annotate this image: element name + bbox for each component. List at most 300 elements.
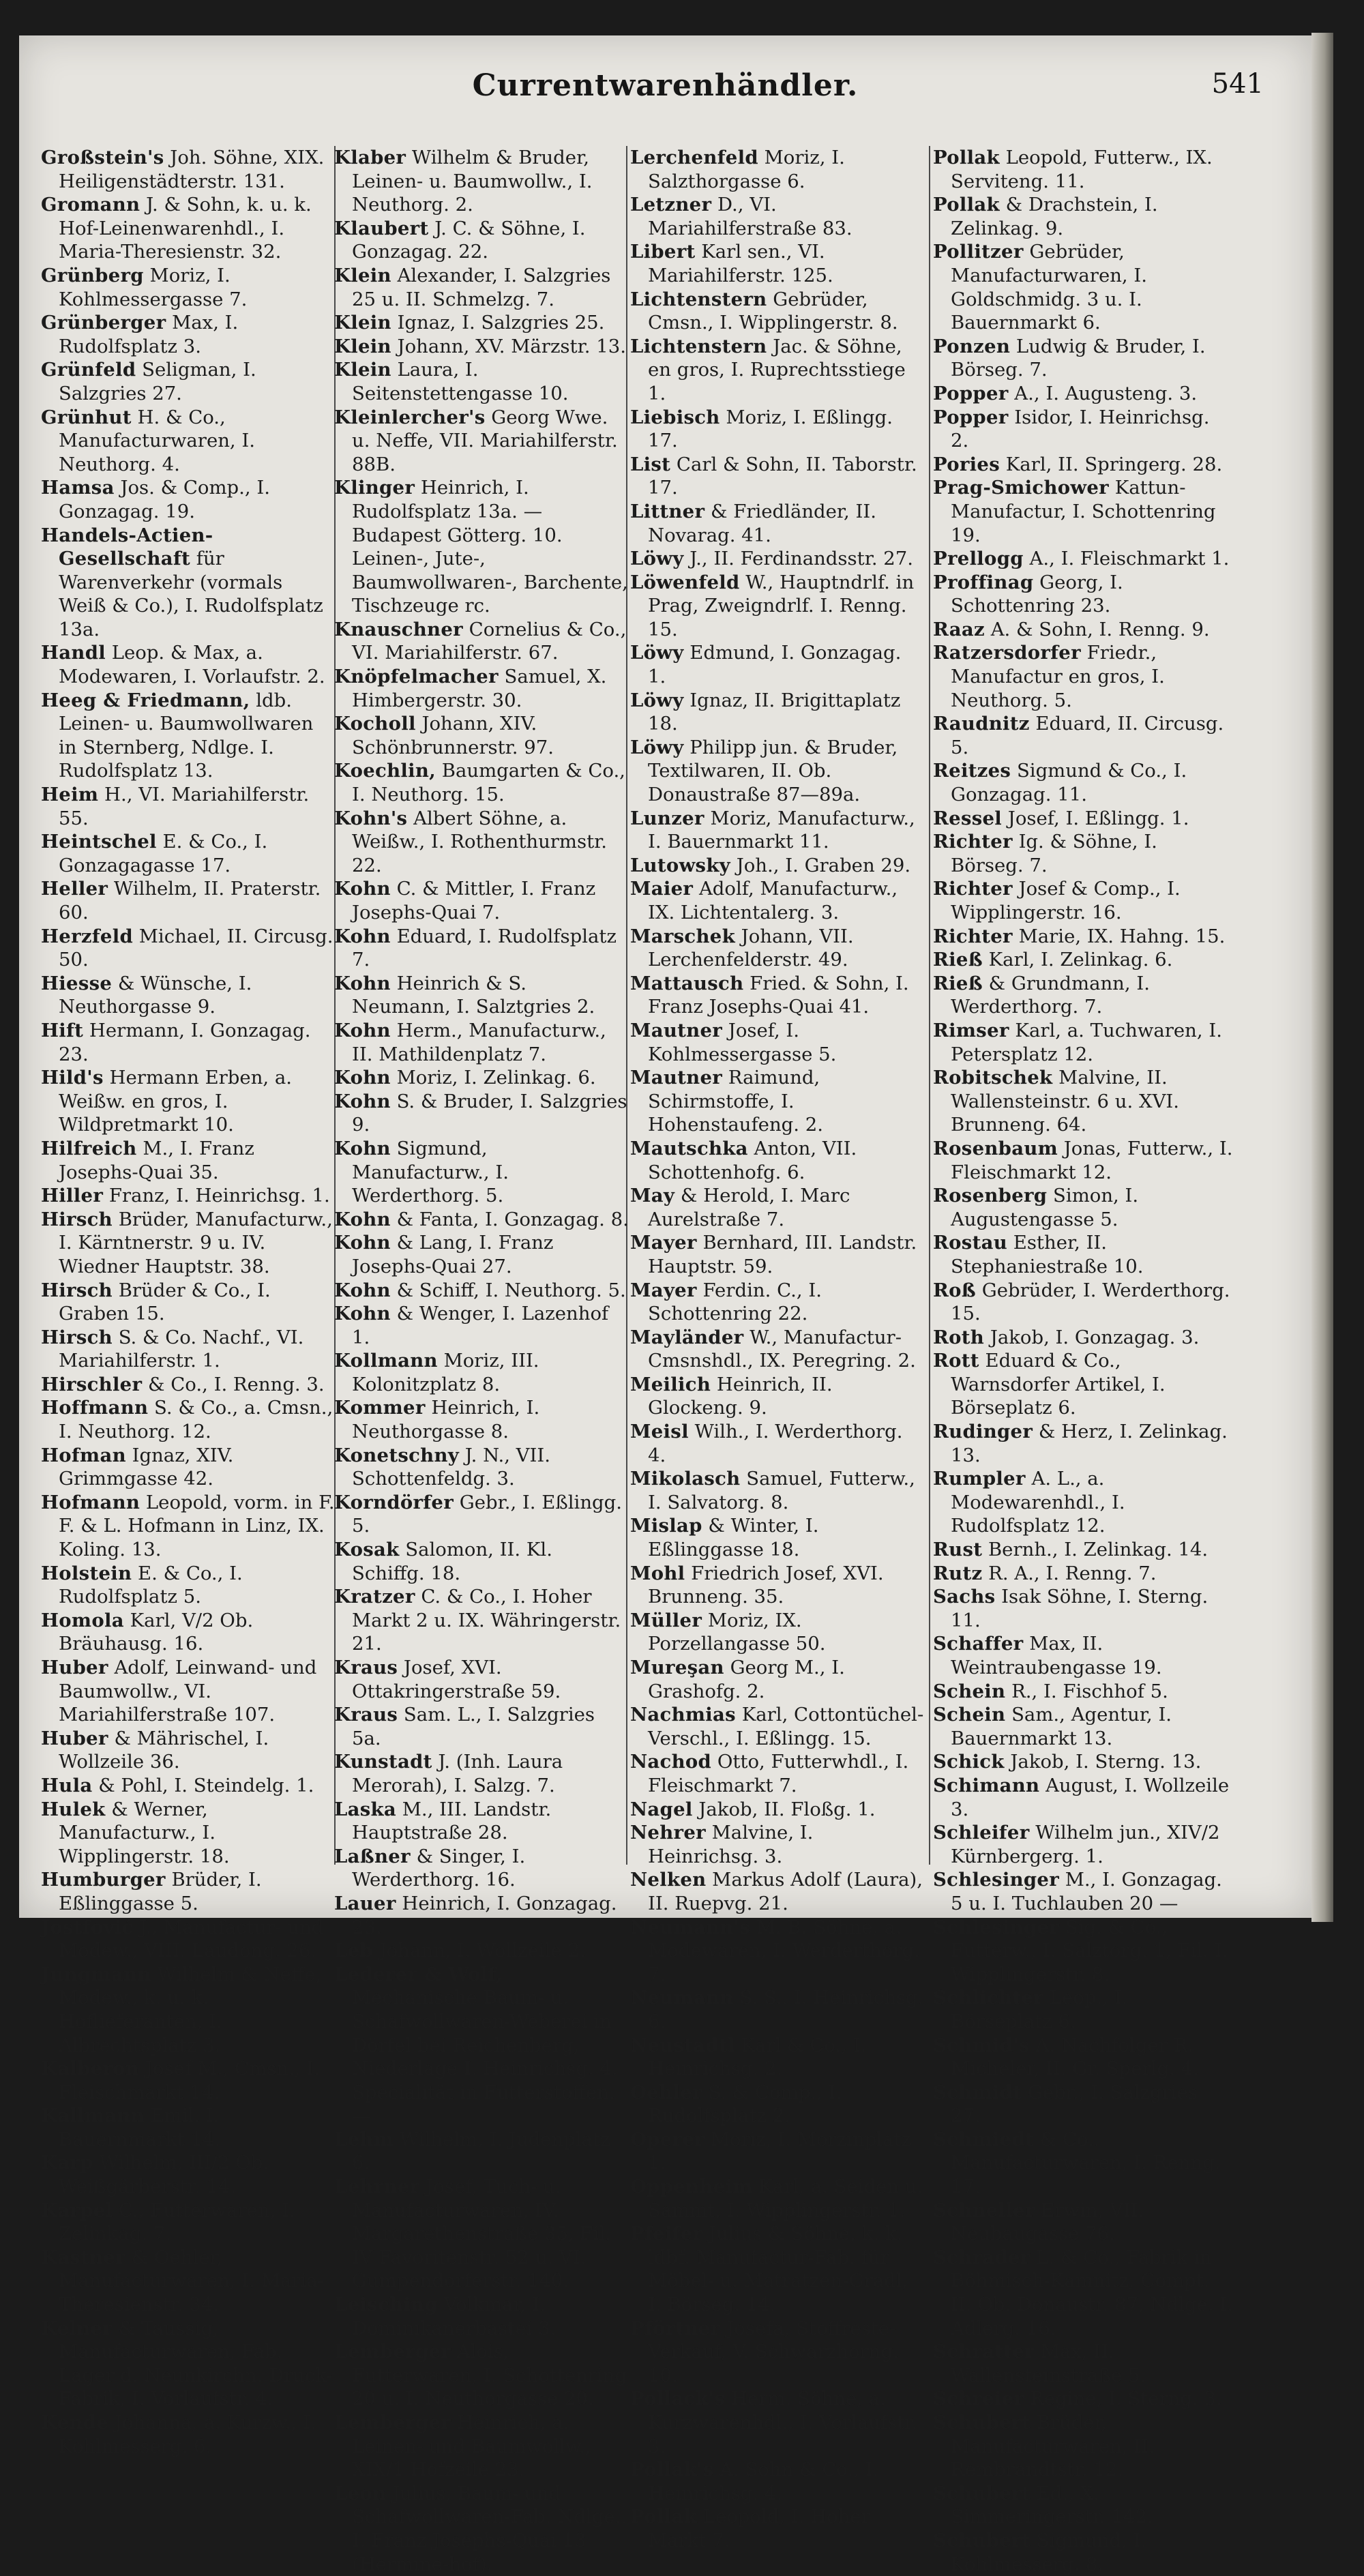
entry-name: Lauer xyxy=(334,1892,396,1914)
entry-details: Kattun-Manufactur, I. Schottenring 19. xyxy=(951,477,1216,546)
directory-entry xyxy=(933,146,1233,193)
entry-details: Samuel, Futterw., I. Salvatorg. 8. xyxy=(648,1468,915,1513)
directory-entry xyxy=(630,1868,925,1915)
entry-details: Josef, Tuch- u. Manufacturwaren, IV. Margarethenstraße 35, Fil. IV Favoritenstr. 52 u. VI. Gumpendorferstr. 140. xyxy=(352,2176,611,2292)
entry-details: Josef M., Cmsn., I. Fleischmarkt 14. xyxy=(59,2058,320,2103)
directory-entry xyxy=(334,1963,629,2128)
entry-name: Handl xyxy=(41,642,106,664)
entry-name: Littner xyxy=(630,500,705,522)
directory-entry xyxy=(334,1231,629,1278)
entry-name: Leon xyxy=(334,2482,387,2504)
directory-entry xyxy=(630,1326,925,1373)
entry-name: Robitschek xyxy=(933,1067,1053,1089)
directory-entry xyxy=(933,759,1233,806)
directory-column-2 xyxy=(334,146,629,2575)
entry-name: Koechlin, xyxy=(334,760,436,782)
entry-details: Gebrüder, Cmsn., I. Wipplingerstr. 8. xyxy=(648,288,898,334)
entry-name: Kohn xyxy=(334,1303,391,1325)
entry-name: Huber xyxy=(41,1657,108,1678)
entry-name: Neustadtl xyxy=(630,2034,735,2056)
entry-name: Richter xyxy=(933,831,1013,853)
directory-entry xyxy=(334,1090,629,1137)
entry-name: Pollak xyxy=(933,194,1000,216)
directory-entry xyxy=(334,311,629,335)
directory-entry xyxy=(41,2057,336,2104)
directory-entry xyxy=(41,925,336,972)
directory-column-3 xyxy=(630,146,925,2551)
directory-entry xyxy=(630,1373,925,1420)
directory-entry xyxy=(41,689,336,783)
entry-details: Karl, a. Seiden u. Sammt, I. Wipplingerstr. 1. xyxy=(648,2176,923,2221)
entry-name: Hift xyxy=(41,1019,84,1041)
entry-name: Rutz xyxy=(933,1562,983,1584)
entry-details: Gebrüder, I. Werderthorg. 15. xyxy=(951,1279,1230,1325)
directory-entry xyxy=(630,1019,925,1066)
entry-details: Ferdin. C., I. Schottenring 22. xyxy=(648,1279,822,1325)
directory-entry xyxy=(334,1066,629,1090)
entry-name: Großstein's xyxy=(41,147,164,168)
entry-details: Max, II. Weintraubengasse 19. xyxy=(951,1633,1162,1678)
directory-entry xyxy=(933,2034,1233,2081)
entry-name: Jostfović xyxy=(41,1916,134,1938)
entry-details: Josef, I. Kohlmessergasse 5. xyxy=(648,1019,837,1065)
entry-details: C., Futterwaren, I. Zelinkag. 7. xyxy=(59,2199,295,2245)
directory-entry xyxy=(41,2104,336,2151)
entry-name: Mautschka xyxy=(630,1137,748,1159)
entry-details: Bernh., I. Zelinkag. 14. xyxy=(982,1539,1209,1561)
entry-details: Jakob, I. Gonzagag. 3. xyxy=(984,1326,1200,1348)
entry-name: Nachmias xyxy=(630,1704,736,1726)
entry-details: & Co., Manufacturwaren, I. Renng. 17. xyxy=(951,2128,1221,2198)
entry-name: Knöpfelmacher xyxy=(334,666,499,688)
entry-details: Otto, Futterwhdl., I. Fleischmarkt 7. xyxy=(648,1751,909,1796)
directory-entry xyxy=(630,1279,925,1326)
directory-entry xyxy=(334,1703,629,1750)
entry-details: Wilhelm, I. Judenplatz 6. xyxy=(352,2128,610,2174)
entry-name: Hofmann xyxy=(41,1491,140,1513)
directory-entry xyxy=(933,240,1233,334)
directory-entry xyxy=(933,1916,1233,1987)
entry-details: & Friedländer, II. Novarag. 41. xyxy=(648,500,876,546)
entry-details: Moriz, I. Kohlmessergasse 7. xyxy=(59,264,248,310)
directory-entry xyxy=(630,2458,925,2505)
entry-details: A. Nachfolger R. Micheler, II. Gr. Sperlg. 4. xyxy=(951,2034,1199,2080)
entry-details: Heinrich, a. Leinen- und Baumwollw., XIX/1 Hofzeile 23. xyxy=(352,2412,591,2481)
directory-entry xyxy=(334,759,629,806)
entry-name: Schrader xyxy=(933,2246,1031,2268)
entry-details: J., Manufactur- und Modew., VIII. Laudong. 26. xyxy=(59,1916,324,1962)
entry-name: Hiesse xyxy=(41,972,113,994)
entry-details: S. & Co. Nachf., VI. Mariahilferstr. 1. xyxy=(59,1326,304,1372)
directory-entry xyxy=(933,1750,1233,1774)
entry-details: Leopold, I. Hoher Markt 7. xyxy=(648,2506,870,2551)
entry-details: & Schiff, I. Neuthorg. 5. xyxy=(390,1279,626,1301)
directory-entry xyxy=(41,1279,336,1326)
directory-entry xyxy=(630,736,925,807)
directory-entry xyxy=(41,1326,336,1373)
entry-name: Löwy xyxy=(630,689,684,711)
entry-name: Pollak's xyxy=(630,2459,714,2481)
directory-entry xyxy=(334,1019,629,1066)
entry-details: Herm., Manufacturw., II. Mathildenplatz 7. xyxy=(352,1019,606,1065)
entry-name: Ressel xyxy=(933,807,1003,829)
entry-details: Markus Adolf (Laura), II. Ruepvg. 21. xyxy=(648,1869,923,1914)
entry-name: Nelken xyxy=(630,1869,707,1891)
entry-details: M., I. Franz Josephs-Quai 35. xyxy=(59,1137,254,1183)
directory-entry xyxy=(334,1585,629,1656)
entry-details: & Taussig, Manufacturwaren, Fab. Lager d. Neunkirchn. Druck-Fabrik, I. Vorlaufstr. 4. xyxy=(59,2317,333,2410)
entry-name: Mislap xyxy=(630,1515,702,1537)
entry-name: Mautner xyxy=(630,1019,723,1041)
entry-details: & Lang, I. Franz Josephs-Quai 27. xyxy=(352,1232,554,1277)
entry-name: Mureşan xyxy=(630,1657,724,1678)
entry-name: Oppenheim xyxy=(630,2176,753,2198)
entry-details: S. & Bruder, I. Salzgries 9. xyxy=(352,1090,627,1136)
entry-name: Hilfreich xyxy=(41,1137,137,1159)
entry-details: Regine, I. Sterng. 3. xyxy=(1024,2388,1222,2410)
entry-name: Heller xyxy=(41,878,108,900)
entry-name: Mikolasch xyxy=(630,1468,741,1490)
entry-details: Hermann Erben, a. Weißw. en gros, I. Wildpretmarkt 10. xyxy=(59,1067,293,1136)
entry-name: Klein xyxy=(334,335,391,357)
entry-details: Marie, IX. Hahng. 15. xyxy=(1012,925,1226,947)
entry-details: & Fanta, I. Gonzagag. 8. xyxy=(390,1208,629,1230)
entry-name: Schmiedt xyxy=(933,2128,1034,2150)
entry-details: & Wenger, I. Lazenhof 1. xyxy=(352,1303,609,1348)
entry-name: Rosenbaum xyxy=(933,1137,1058,1159)
entry-name: Kocholl xyxy=(334,713,416,735)
directory-entry xyxy=(41,1184,336,1208)
directory-entry xyxy=(334,2128,629,2175)
entry-name: Leb xyxy=(334,1940,373,1962)
entry-name: Löwy xyxy=(630,736,684,758)
directory-entry xyxy=(630,193,925,240)
entry-name: Lichtenstern xyxy=(630,335,767,357)
directory-entry xyxy=(933,476,1233,547)
entry-name: Gromann xyxy=(41,194,140,216)
entry-details: Malvine, II. Wallensteinstr. 6 u. XVI. Brunneng. 64. xyxy=(951,1067,1180,1136)
directory-entry xyxy=(334,1656,629,1703)
entry-details: Moriz, Manufacturw., I. Bauernmarkt 11. xyxy=(648,807,915,853)
entry-name: Richter xyxy=(933,925,1013,947)
directory-entry xyxy=(41,830,336,877)
directory-entry xyxy=(933,925,1233,949)
entry-details: A., I. Fleischmarkt 1. xyxy=(1023,548,1230,570)
entry-name: Kalberon xyxy=(41,2058,140,2080)
entry-details: Salomon, II. Kl. Schiffg. 18. xyxy=(352,1539,552,1584)
entry-details: Moriz, I. Morzinplatz 1. xyxy=(648,2128,911,2174)
entry-name: Kohn xyxy=(334,1137,391,1159)
directory-entry xyxy=(334,972,629,1019)
entry-name: Schreier xyxy=(933,2388,1024,2410)
entry-name: Neumann xyxy=(630,1987,734,2009)
entry-details: Wilhelm jun., XIV/2 Kürnbergerg. 1. xyxy=(951,1822,1220,1867)
entry-name: Schein xyxy=(933,1680,1006,1702)
entry-details: & Singer, I. Werderthorg. 16. xyxy=(352,1845,526,1891)
directory-entry xyxy=(630,1609,925,1656)
entry-name: Hirsch xyxy=(41,1208,113,1230)
entry-details: Karl, a. Tuchwaren, I. Petersplatz 12. xyxy=(951,1019,1222,1065)
entry-details: Gebrüder, Manufacturwaren, I. Goldschmidg. 3 u. I. Bauernmarkt 6. xyxy=(951,241,1148,334)
page-edge xyxy=(1311,33,1333,1922)
directory-entry xyxy=(334,1939,629,1963)
directory-entry xyxy=(41,877,336,924)
entry-details: Isak Söhne, I. Sterng. 11. xyxy=(951,1586,1209,1631)
directory-entry xyxy=(630,807,925,854)
entry-details: Erwin, VII. Neubaugasse 76. xyxy=(951,2199,1144,2245)
running-head: Currentwarenhändler. xyxy=(472,68,859,103)
entry-name: Löwenfeld xyxy=(630,571,740,593)
entry-details: Wilhelm & Neffe, Modew., k. u. k. Hoflieferanten, I. Albrechtsplatz 3. xyxy=(59,1963,322,2056)
directory-entry xyxy=(933,2411,1233,2482)
entry-details: Malvine, I. Heinrichsg. 3. xyxy=(648,1822,814,1867)
entry-details: J. (Inh. Laura Merorah), I. Salzg. 7. xyxy=(352,1751,563,1796)
entry-details: Herm. Söhne, a. Kurzwarenhdl., I. Vorlaufstr. 3. xyxy=(648,2388,918,2457)
directory-entry xyxy=(933,1184,1233,1231)
directory-entry xyxy=(41,2246,336,2317)
directory-entry xyxy=(933,571,1233,618)
directory-entry xyxy=(41,1774,336,1798)
entry-details: Georg M., I. Grashofg. 2. xyxy=(648,1657,845,1702)
entry-name: Kollmann xyxy=(334,1350,438,1372)
entry-name: Laska xyxy=(334,1798,397,1820)
directory-entry xyxy=(630,1184,925,1231)
directory-entry xyxy=(334,335,629,359)
entry-details: Sam., Agentur, I. Bauernmarkt 13. xyxy=(951,1704,1172,1749)
entry-details: Johann, XV. Märzstr. 13. xyxy=(391,335,626,357)
entry-name: Mayländer xyxy=(630,1326,744,1348)
entry-details: Jakob, I. Sterng. 13. xyxy=(1004,1751,1202,1773)
entry-name: Mayer xyxy=(630,1279,697,1301)
directory-entry xyxy=(933,807,1233,831)
directory-page xyxy=(19,35,1311,2575)
entry-name: Hoffmann xyxy=(41,1397,149,1419)
entry-name: Proffinag xyxy=(933,571,1034,593)
entry-details: Ignaz, I. Salzgries 25. xyxy=(391,312,605,334)
entry-details: Ed., X. Simmeringerstr. 142. xyxy=(951,2482,1153,2528)
entry-details: M., III. Landstr. Hauptstraße 28. xyxy=(352,1798,552,1844)
directory-entry xyxy=(41,1066,336,1137)
directory-entry xyxy=(630,1231,925,1278)
directory-entry xyxy=(933,2128,1233,2199)
entry-name: Kratzer xyxy=(334,1586,415,1608)
directory-entry xyxy=(41,1727,336,1774)
entry-details: Leopold, Futterw., IX. Serviteng. 11. xyxy=(951,147,1213,192)
directory-entry xyxy=(630,972,925,1019)
entry-details: Georg, I. Schottenring 23. xyxy=(951,571,1123,617)
entry-name: Lehrner xyxy=(334,2176,420,2198)
entry-details: Johann, XIV. Schönbrunnerstr. 97. xyxy=(352,713,554,758)
directory-entry xyxy=(334,2175,629,2293)
entry-details: Isidor, I. Heinrichsg. 2. xyxy=(951,406,1210,452)
entry-name: Nagel xyxy=(630,1798,693,1820)
entry-details: Karl sen., VI. Mariahilferstr. 125. xyxy=(648,241,833,286)
entry-details: Georg Wwe. u. Neffe, VII. Mariahilferstr. 88B. xyxy=(352,406,618,475)
directory-entry xyxy=(41,1916,336,1963)
directory-entry xyxy=(933,1680,1233,1704)
directory-entry xyxy=(933,948,1233,972)
directory-entry xyxy=(630,2222,925,2316)
entry-details: J. & Sohn, k. u. k. Hof-Leinenwarenhdl., I. Maria-Theresienstr. 32. xyxy=(59,194,312,263)
directory-entry xyxy=(334,406,629,477)
entry-details: Max, I. Rudolfsplatz 3. xyxy=(59,312,239,357)
entry-details: Leopold, vorm. in F. F. & L. Hofmann in Linz, IX. Koling. 13. xyxy=(59,1491,335,1561)
directory-entry xyxy=(41,972,336,1019)
entry-name: Rudinger xyxy=(933,1421,1033,1443)
entry-name: Heintschel xyxy=(41,831,157,853)
directory-entry xyxy=(933,1821,1233,1868)
directory-entry xyxy=(334,1538,629,1585)
entry-details: Anton, VII. Schottenhofg. 6. xyxy=(648,1137,857,1183)
entry-name: Pories xyxy=(933,453,1000,475)
entry-name: Prag-Smichower xyxy=(933,477,1109,499)
entry-details: Adolf, Manufacturw., IX. Lichtentalerg. 3. xyxy=(648,878,898,923)
directory-entry xyxy=(334,1750,629,1797)
entry-name: Lichtenstern xyxy=(630,288,767,310)
directory-entry xyxy=(334,877,629,924)
entry-name: Pollitzer xyxy=(933,241,1024,263)
entry-details: Sig. & Co., Futterw., I. Salztorg. 1, Fil. I. Wipplingerstr. 8. xyxy=(951,1916,1228,1985)
directory-entry xyxy=(334,807,629,878)
entry-details: Edmund, I. Gonzagag. 1. xyxy=(648,642,902,688)
entry-details: Sam. L., I. Salzgries 5a. xyxy=(352,1704,595,1749)
entry-details: Brüder, Manufacturw., I. Kärntnerstr. 9 u. IV. Wiedner Hauptstr. 38. xyxy=(59,1208,333,1277)
directory-entry xyxy=(933,2081,1233,2128)
entry-details: Baumgarten & Co., I. Neuthorg. 15. xyxy=(352,760,625,806)
entry-details: Josefa, Stoffreste-Verkauf, V. Schwarzhorng. 10. xyxy=(648,2317,899,2386)
entry-details: Raimund, Schirmstoffe, I. Hohenstaufeng. 2. xyxy=(648,1067,823,1136)
entry-name: Pollack's xyxy=(630,2388,726,2410)
directory-entry xyxy=(630,689,925,736)
entry-name: Karpel xyxy=(41,2199,113,2221)
directory-entry xyxy=(630,1420,925,1467)
entry-name: Kastner xyxy=(41,2246,125,2268)
directory-entry xyxy=(41,1396,336,1443)
directory-entry xyxy=(41,1963,336,2057)
entry-details: E. & Co., I. Rudolfsplatz 5. xyxy=(59,1562,243,1608)
directory-entry xyxy=(334,2482,629,2576)
directory-entry xyxy=(933,618,1233,642)
entry-name: Hild's xyxy=(41,1067,104,1089)
directory-entry xyxy=(630,2387,925,2458)
entry-name: Pförtner xyxy=(630,2317,721,2339)
entry-name: Kohn's xyxy=(334,807,408,829)
directory-entry xyxy=(933,453,1233,477)
entry-name: Kohn xyxy=(334,1019,391,1041)
entry-details: Seligman, I. Salzgries 27. xyxy=(59,359,256,404)
entry-details: Joh., I. Graben 29. xyxy=(730,854,911,876)
entry-details: Jakob, II. Floßg. 1. xyxy=(692,1798,876,1820)
entry-details: L. & Co., Fabrik in Böhmisch-Kamnitz, Compt. II. Ob. Donaustr. 87, Ndlge. I. Adlerg. 16. xyxy=(951,2246,1233,2339)
entry-name: Klein xyxy=(334,312,391,334)
entry-name: Schmidt xyxy=(933,2081,1022,2103)
entry-details: Johanna, a. Kurzw., I. Kohlmesserg. 6. xyxy=(59,2412,317,2457)
directory-entry xyxy=(630,1562,925,1609)
entry-name: Rieß xyxy=(933,972,983,994)
entry-details: S. & Co., a. Cmsn., I. Neuthorg. 12. xyxy=(59,1397,333,1443)
entry-name: Löwy xyxy=(630,642,684,664)
entry-details: Samuel, X. Himbergerstr. 30. xyxy=(352,666,607,711)
entry-name: Schlesinger xyxy=(933,1869,1059,1891)
entry-details: S. & Comp., I. Rudolfsplatz 2. xyxy=(648,2081,842,2127)
directory-entry xyxy=(933,1326,1233,1350)
entry-name: Kohn xyxy=(334,1232,391,1254)
entry-name: Lehm xyxy=(334,2128,394,2150)
entry-details: & Co., I. Renng. 3. xyxy=(142,1373,325,1395)
entry-name: Hiller xyxy=(41,1185,104,1207)
directory-entry xyxy=(933,830,1233,877)
directory-entry xyxy=(933,1467,1233,1538)
entry-details: August, I. Wollzeile 3. xyxy=(951,1774,1230,1820)
entry-details: & Werner, Manufacturw., I. Wipplingerstr. 18. xyxy=(59,1798,230,1867)
entry-name: Kohn xyxy=(334,1208,391,1230)
entry-name: Huber xyxy=(41,1727,108,1749)
entry-details: Gebr., I. Eßlingg. 5. xyxy=(352,1491,622,1537)
entry-name: Nehrer xyxy=(630,1822,706,1844)
entry-details: Carl & Sohn, II. Taborstr. 17. xyxy=(648,453,917,499)
directory-entry xyxy=(334,1208,629,1232)
entry-name: Maier xyxy=(630,878,694,900)
entry-details: Heinrich, I. Rudolfsplatz 13a. —Budapest Götterg. 10. Leinen-, Jute-, Baumwollwaren-, Barchente, Tischzeuge rc. xyxy=(352,477,628,617)
entry-details: Sigmund & Co., I. Gonzagag. 11. xyxy=(951,760,1187,806)
directory-entry xyxy=(41,2151,336,2198)
page-number: 541 xyxy=(1211,68,1264,100)
entry-details: A. & Sohn, I. Renng. 9. xyxy=(984,618,1210,640)
directory-entry xyxy=(41,2199,336,2246)
entry-name: Schlesinger xyxy=(933,1916,1059,1938)
directory-entry xyxy=(334,1491,629,1538)
entry-name: Schleifer xyxy=(933,1822,1030,1844)
directory-entry xyxy=(630,925,925,972)
entry-details: Eduard & Co., Warnsdorfer Artikel, I. Börseplatz 6. xyxy=(951,1350,1166,1419)
entry-details: Alois, Futterwaren, I. Schottenring 20 u. I. Neuthorgasse 20. xyxy=(352,2341,627,2410)
entry-name: Schneller xyxy=(933,2199,1035,2221)
entry-details: Ig. & Söhne, I. Börseg. 7. xyxy=(951,831,1157,876)
directory-entry xyxy=(41,146,336,193)
directory-entry xyxy=(630,2317,925,2388)
entry-name: Schaffer xyxy=(933,1633,1024,1655)
entry-details: Ignaz, XIV. Grimmgasse 42. xyxy=(59,1444,234,1490)
entry-name: Kende xyxy=(41,2412,109,2433)
directory-entry xyxy=(630,641,925,688)
entry-details: Franz, I. Heinrichsg. 1. xyxy=(103,1185,330,1207)
entry-name: Neumann's xyxy=(630,1916,751,1938)
entry-name: Heim xyxy=(41,784,99,806)
entry-name: Klein xyxy=(334,359,391,381)
directory-entry xyxy=(933,877,1233,924)
entry-details: M. B. Söhne, a. Modewaren, I. Werderthorg. 7. xyxy=(648,1916,920,1985)
entry-name: Raaz xyxy=(933,618,985,640)
entry-name: Holstein xyxy=(41,1562,132,1584)
directory-entry xyxy=(933,382,1233,406)
entry-details: Ludwig & Bruder, I. Börseg. 7. xyxy=(951,335,1206,381)
directory-entry xyxy=(630,877,925,924)
directory-entry xyxy=(933,2529,1233,2576)
entry-name: Schubert xyxy=(933,2482,1031,2504)
entry-details: Leop., I. Börseplatz 6. xyxy=(951,1987,1128,2032)
directory-entry xyxy=(41,1373,336,1397)
entry-name: Lemberger xyxy=(334,2341,451,2363)
entry-details: Alexander, I. Salzgries 25 u. II. Schmelzg. 7. xyxy=(352,264,611,310)
entry-name: Hulek xyxy=(41,1798,106,1820)
entry-name: Lutowsky xyxy=(630,854,730,876)
entry-details: Emil, I. Bauernmarkt 14. xyxy=(59,2105,221,2150)
entry-details: Heinrich, II. Glockeng. 9. xyxy=(648,1373,833,1419)
entry-name: Lemberger xyxy=(334,2412,451,2433)
entry-name: Rostau xyxy=(933,1232,1007,1254)
entry-name: Richter xyxy=(933,878,1013,900)
entry-details: Julius, Baum- und Schafwollwaren-Fab. Ndlge., I. Franz Josephs-Quai 13 (Hermine-hof). xyxy=(352,2482,627,2575)
